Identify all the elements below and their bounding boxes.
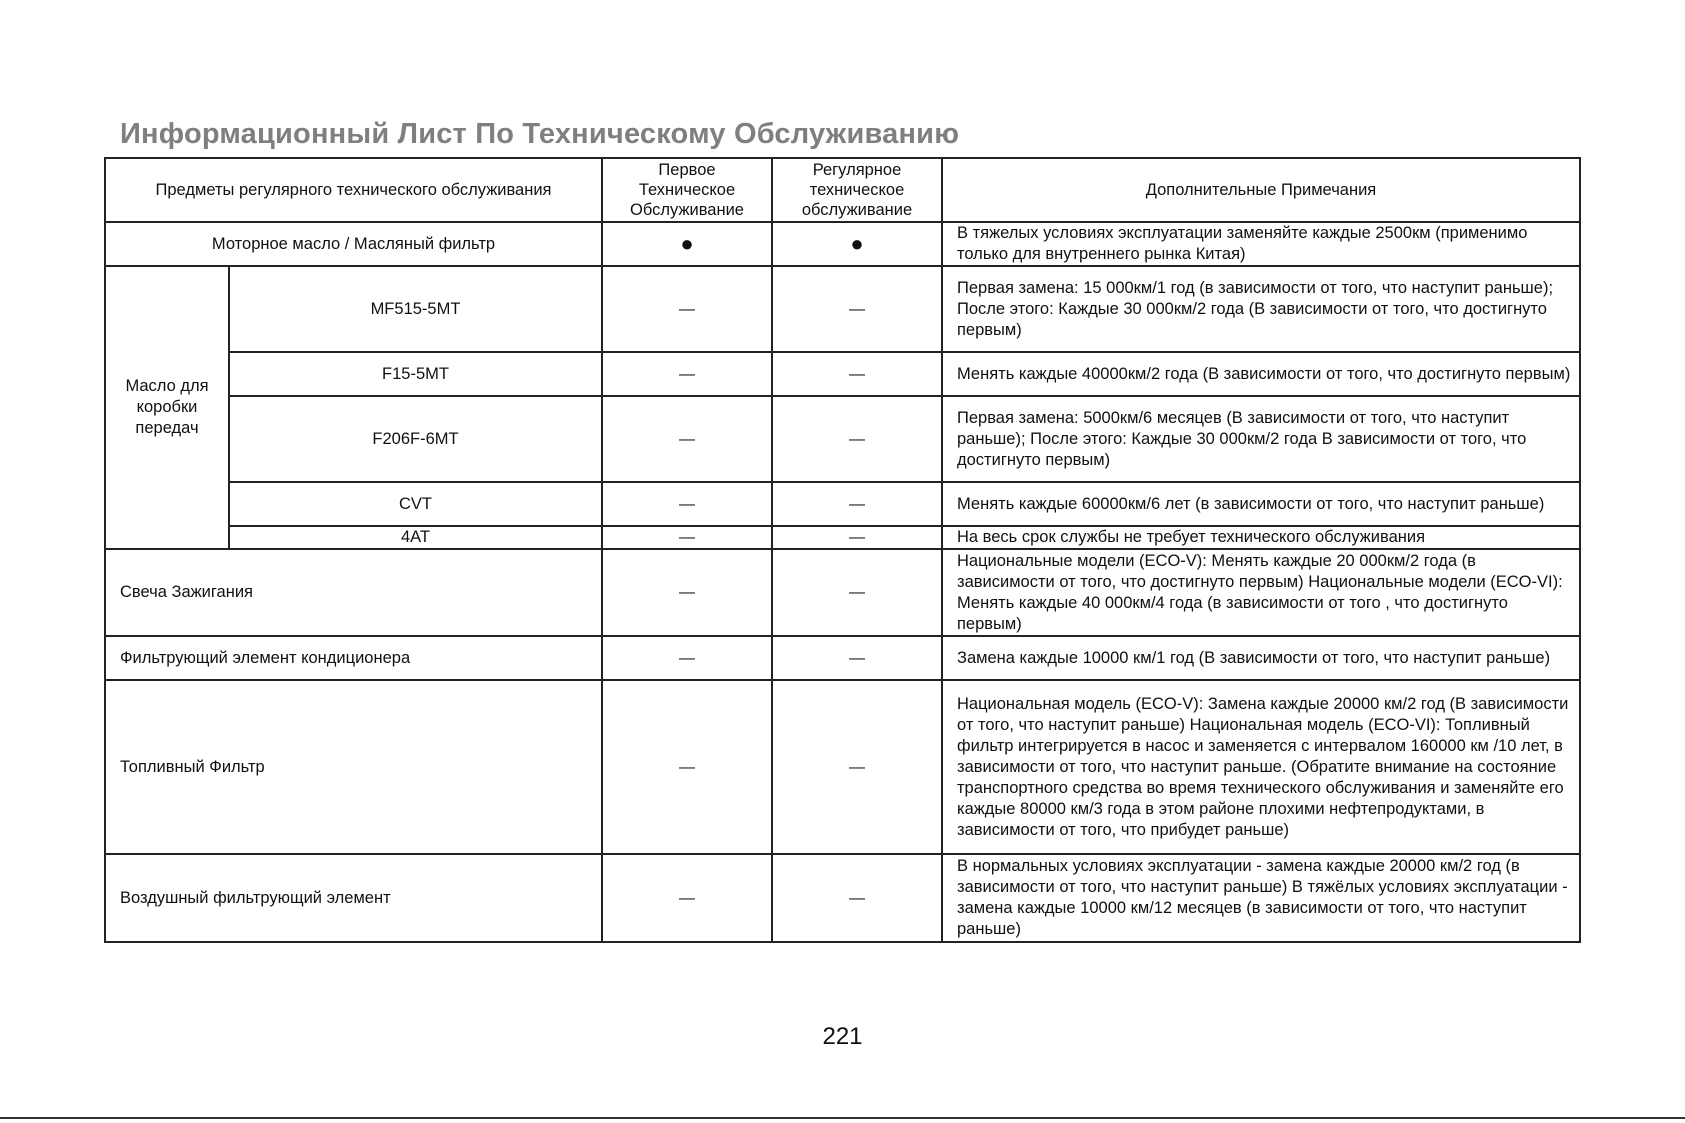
row-item-air-filter: Воздушный фильтрующий элемент xyxy=(105,854,602,942)
row-note: В тяжелых условиях эксплуатации заменяйте каждые 2500км (применимо только для внутреннего рынка Китая) xyxy=(942,222,1580,266)
row-item-engine-oil: Моторное масло / Масляный фильтр xyxy=(105,222,602,266)
header-first-service: Первое Техническое Обслуживание xyxy=(602,158,772,222)
page-title: Информационный Лист По Техническому Обслуживанию xyxy=(120,118,960,150)
table-row xyxy=(105,352,1580,396)
regular-service-mark: — xyxy=(772,636,942,680)
header-regular-service: Регулярное техническое обслуживание xyxy=(772,158,942,222)
table-row xyxy=(105,266,1580,352)
first-service-mark: — xyxy=(602,549,772,636)
regular-service-mark: — xyxy=(772,680,942,854)
row-note: Национальная модель (ECO-V): Замена каждые 20000 км/2 год (В зависимости от того, что наступит раньше) Национальная модель (ECO-VI): Топливный фильтр интегрируется в насос и заменяется с интервалом 160000 км /10 лет, в зависимости от того, что наступит раньше. (Обратите внимание на состояние транспортного средства во время технического обслуживания и заменяйте его каждые 80000 км/3 года в этом районе плохими нефтепродуктами, в зависимости от того, что прибудет раньше) xyxy=(942,680,1580,854)
first-service-mark: — xyxy=(602,482,772,526)
bottom-divider xyxy=(0,1117,1685,1119)
first-service-mark: ● xyxy=(602,222,772,266)
table-row xyxy=(105,636,1580,680)
row-item-ac-filter: Фильтрующий элемент кондиционера xyxy=(105,636,602,680)
regular-service-mark: — xyxy=(772,549,942,636)
first-service-mark: — xyxy=(602,266,772,352)
row-note: Первая замена: 15 000км/1 год (в зависимости от того, что наступит раньше); После этого: Каждые 30 000км/2 года (В зависимости от того, что достигнуто первым) xyxy=(942,266,1580,352)
row-item-cvt: CVT xyxy=(229,482,602,526)
table-row xyxy=(105,854,1580,942)
first-service-mark: — xyxy=(602,352,772,396)
row-item-spark-plug: Свеча Зажигания xyxy=(105,549,602,636)
header-item: Предметы регулярного технического обслуживания xyxy=(105,158,602,222)
header-notes: Дополнительные Примечания xyxy=(942,158,1580,222)
table-row xyxy=(105,549,1580,636)
row-note: В нормальных условиях эксплуатации - замена каждые 20000 км/2 год (в зависимости от того, что наступит раньше) В тяжёлых условиях эксплуатации - замена каждые 10000 км/12 месяцев (в зависимости от того, что наступит раньше) xyxy=(942,854,1580,942)
regular-service-mark: — xyxy=(772,526,942,549)
row-item-fuel-filter: Топливный Фильтр xyxy=(105,680,602,854)
row-item-4at: 4AT xyxy=(229,526,602,549)
gearbox-oil-group-label: Масло для коробки передач xyxy=(105,266,229,549)
regular-service-mark: — xyxy=(772,266,942,352)
table-row xyxy=(105,526,1580,549)
row-item-mf515: MF515-5MT xyxy=(229,266,602,352)
maintenance-table xyxy=(104,157,1581,943)
regular-service-mark: — xyxy=(772,482,942,526)
regular-service-mark: ● xyxy=(772,222,942,266)
row-note: Менять каждые 40000км/2 года (В зависимости от того, что достигнуто первым) xyxy=(942,352,1580,396)
table-header-row xyxy=(105,158,1580,222)
row-note: Национальные модели (ECO-V): Менять каждые 20 000км/2 года (в зависимости от того, что достигнуто первым) Национальные модели (ECO-VI): Менять каждые 40 000км/4 года (в зависимости от того , что достигнуто первым) xyxy=(942,549,1580,636)
first-service-mark: — xyxy=(602,854,772,942)
table-row xyxy=(105,680,1580,854)
first-service-mark: — xyxy=(602,526,772,549)
first-service-mark: — xyxy=(602,636,772,680)
table-row xyxy=(105,396,1580,482)
row-item-f15: F15-5MT xyxy=(229,352,602,396)
page-number: 221 xyxy=(822,1023,863,1050)
first-service-mark: — xyxy=(602,396,772,482)
row-note: Первая замена: 5000км/6 месяцев (В зависимости от того, что наступит раньше); После этого: Каждые 30 000км/2 года В зависимости от того, что достигнуто первым) xyxy=(942,396,1580,482)
row-note: Замена каждые 10000 км/1 год (В зависимости от того, что наступит раньше) xyxy=(942,636,1580,680)
regular-service-mark: — xyxy=(772,352,942,396)
first-service-mark: — xyxy=(602,680,772,854)
row-item-f206: F206F-6MT xyxy=(229,396,602,482)
regular-service-mark: — xyxy=(772,396,942,482)
row-note: На весь срок службы не требует технического обслуживания xyxy=(942,526,1580,549)
table-row xyxy=(105,482,1580,526)
row-note: Менять каждые 60000км/6 лет (в зависимости от того, что наступит раньше) xyxy=(942,482,1580,526)
regular-service-mark: — xyxy=(772,854,942,942)
table-row xyxy=(105,222,1580,266)
